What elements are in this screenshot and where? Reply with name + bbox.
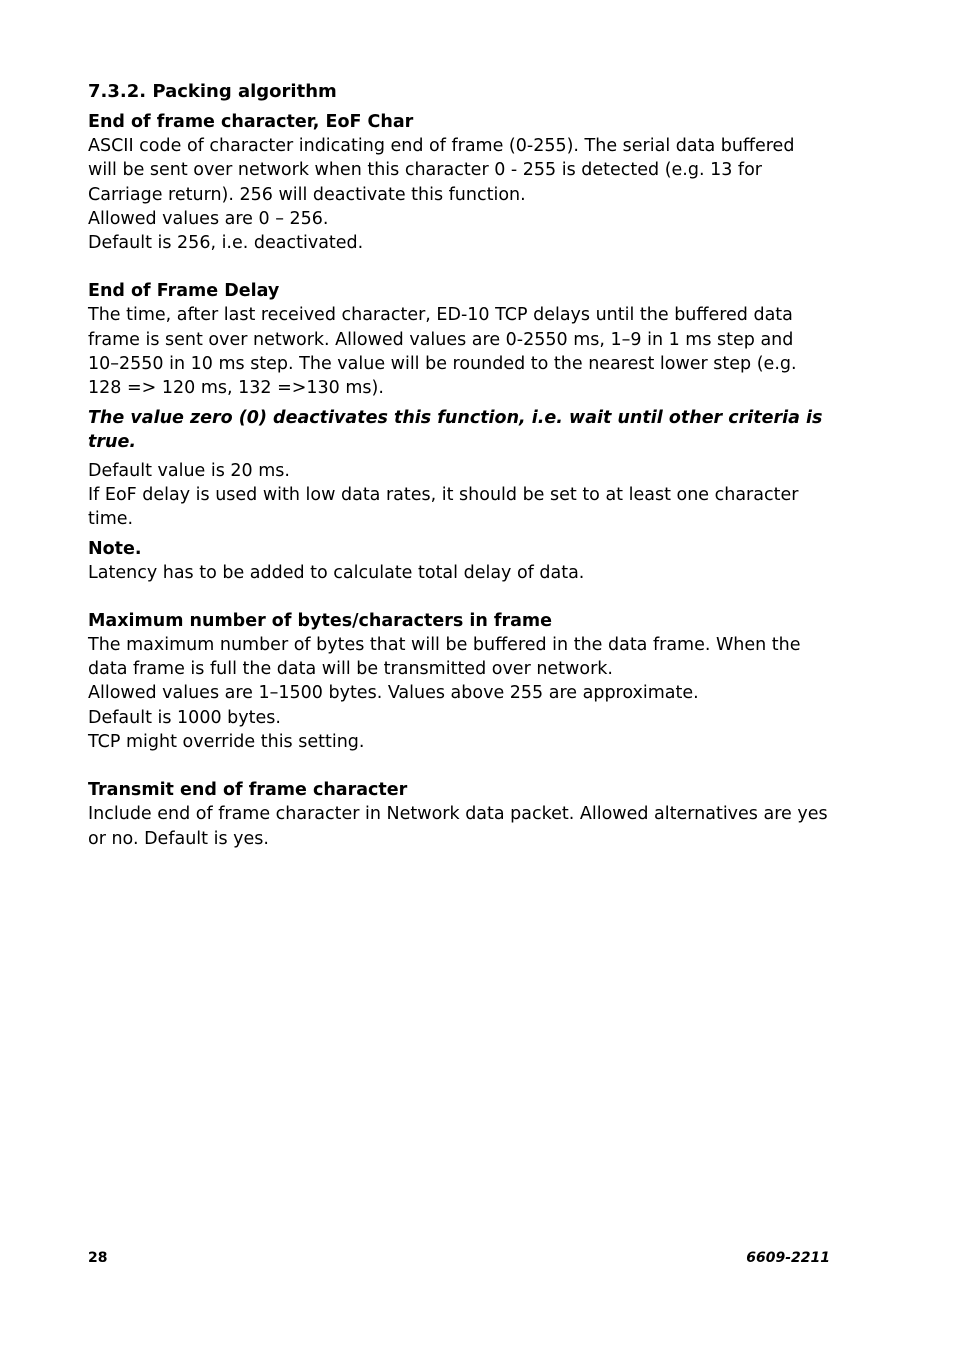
max-bytes-tcp-note: TCP might override this setting. [88, 732, 365, 753]
max-bytes-default: Default is 1000 bytes. [88, 707, 281, 728]
note-heading: Note. [88, 538, 142, 559]
eof-char-allowed-values: Allowed values are 0 – 256. [88, 208, 329, 229]
section-title: 7.3.2. Packing algorithm [88, 81, 337, 102]
transmit-eof-section [88, 778, 828, 851]
max-bytes-heading: Maximum number of bytes/characters in frame [88, 610, 553, 631]
eof-delay-heading: End of Frame Delay [88, 281, 280, 302]
max-bytes-description: The maximum number of bytes that will be buffered in the data frame. When the data frame is full the data will be transmitted over network. [88, 634, 801, 680]
page-number: 28 [88, 1250, 108, 1266]
page-content [88, 80, 828, 851]
max-bytes-allowed-values: Allowed values are 1–1500 bytes. Values above 255 are approximate. [88, 683, 699, 704]
document-number: 6609-2211 [746, 1250, 830, 1266]
eof-char-default: Default is 256, i.e. deactivated. [88, 233, 364, 254]
transmit-eof-heading: Transmit end of frame character [88, 780, 408, 801]
eof-delay-description: The time, after last received character, ED-10 TCP delays until the buffered data frame is sent over network. Allowed values are 0-2550 ms, 1–9 in 1 ms step and 10–2550 in 10 ms step. The value will be rounded to the nearest lower step (e.g. 128 => 120 ms, 132 =>130 ms). [88, 305, 797, 399]
note-text: Latency has to be added to calculate total delay of data. [88, 562, 585, 583]
transmit-eof-description: Include end of frame character in Network data packet. Allowed alternatives are yes or no. Default is yes. [88, 804, 828, 849]
eof-delay-section [88, 279, 828, 584]
eof-char-section [88, 110, 828, 255]
eof-delay-emphasis: The value zero (0) deactivates this function, i.e. wait until other criteria is true. [88, 407, 823, 452]
eof-delay-low-rate-hint: If EoF delay is used with low data rates, it should be set to at least one character time. [88, 484, 799, 530]
max-bytes-section [88, 609, 828, 754]
eof-delay-default: Default value is 20 ms. [88, 460, 290, 481]
eof-char-description: ASCII code of character indicating end of frame (0-255). The serial data buffered will be sent over network when this character 0 - 255 is detected (e.g. 13 for Carriage return). 256 will deactivate this function. [88, 136, 795, 205]
eof-char-heading: End of frame character, EoF Char [88, 112, 414, 132]
